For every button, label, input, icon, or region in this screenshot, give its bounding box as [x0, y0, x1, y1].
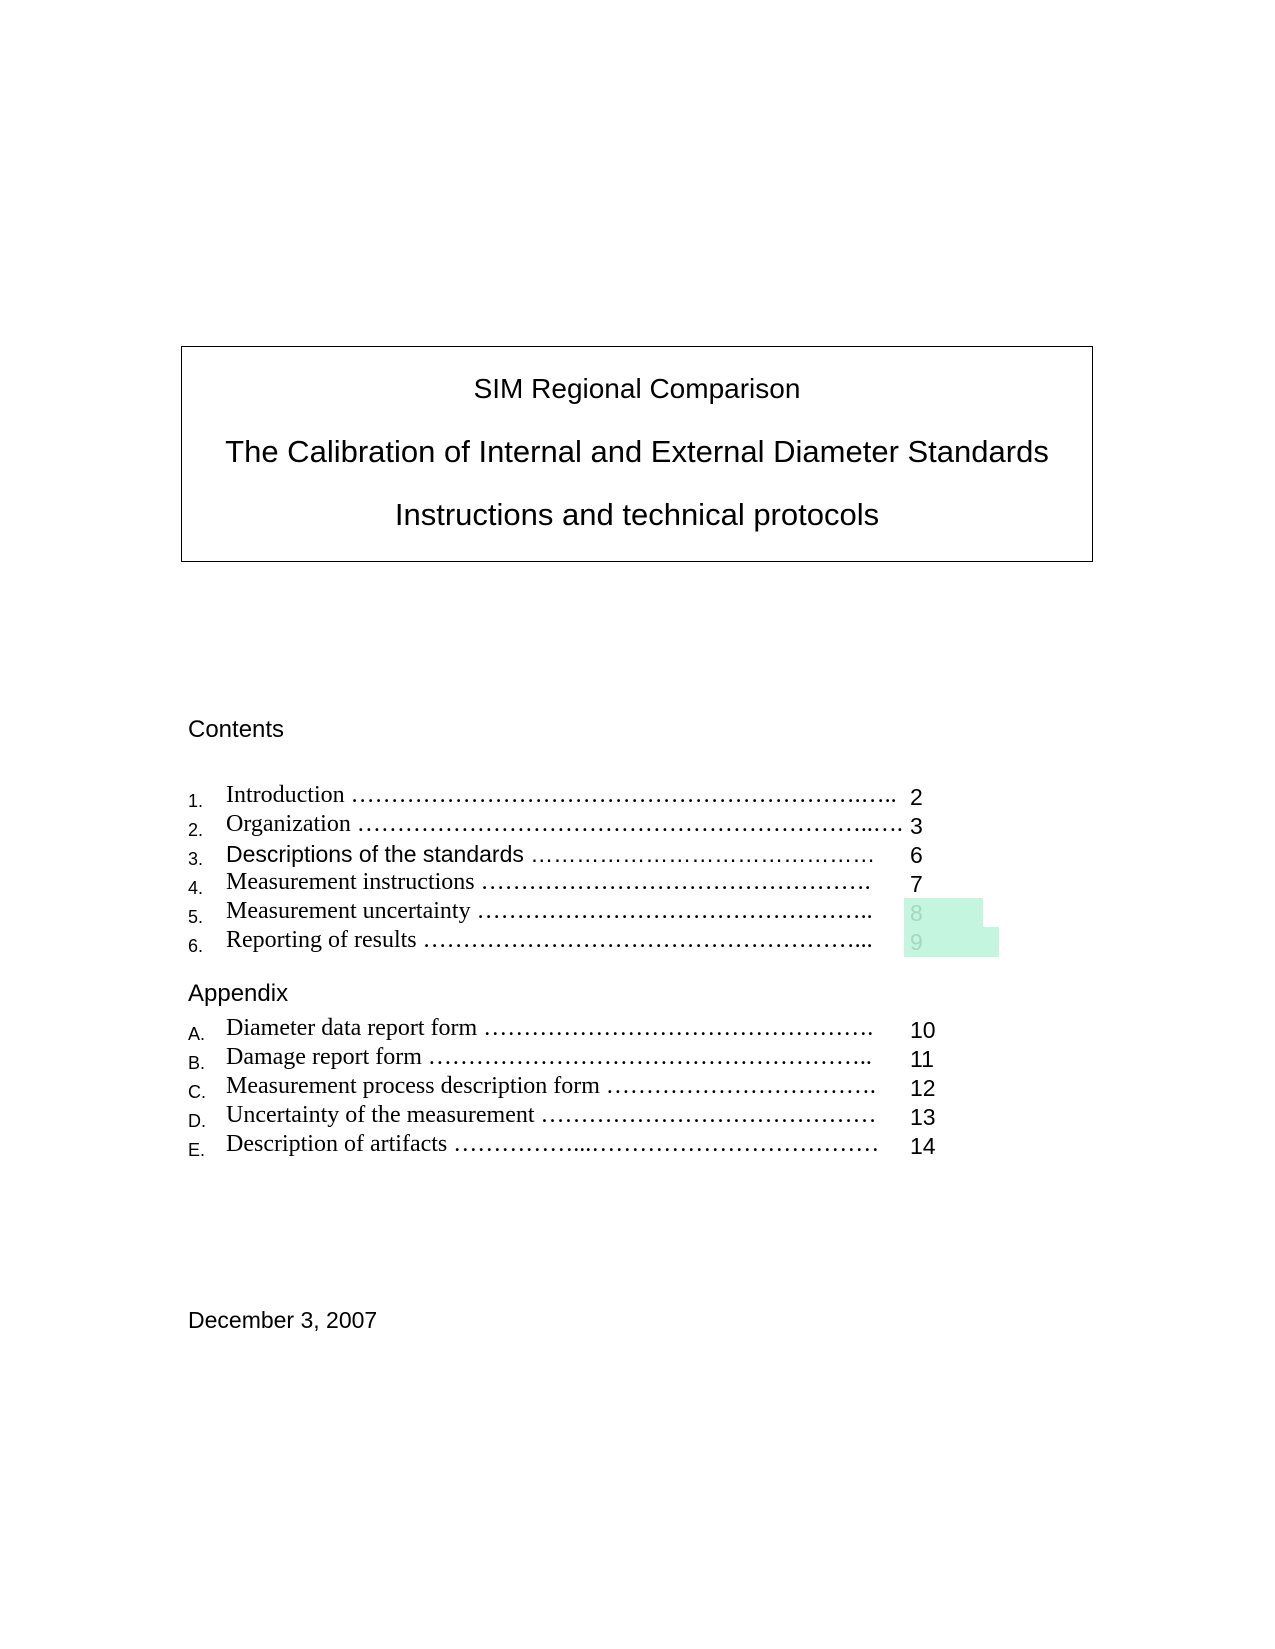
toc-item-descriptions[interactable] [188, 840, 1008, 869]
appendix-page-number: 14 [910, 1133, 936, 1159]
appendix-label: Uncertainty of the measurement …………………………………… [226, 1102, 877, 1128]
document-title: The Calibration of Internal and External Diameter Standards [225, 434, 1049, 469]
toc-page-number: 6 [910, 842, 923, 868]
toc-number: 1. [188, 791, 204, 811]
appendix-page-number: 13 [910, 1104, 936, 1130]
toc-item-measurement-instructions[interactable] [188, 869, 1008, 898]
appendix-page-number: 12 [910, 1075, 936, 1101]
toc-item-measurement-uncertainty[interactable] [188, 898, 1008, 927]
contents-heading: Contents [188, 716, 285, 743]
document-date: December 3, 2007 [188, 1307, 378, 1333]
appendix-label: Measurement process description form ……………………………. [226, 1073, 876, 1099]
toc-number: 2. [188, 820, 204, 840]
toc-page-number: 2 [910, 784, 923, 810]
appendix-item-d[interactable] [188, 1102, 1008, 1131]
appendix-item-a[interactable] [188, 1015, 1008, 1044]
appendix-label: Damage report form ……………………………………………….. [226, 1044, 872, 1070]
toc-label: Descriptions of the standards ……………………………………… [226, 841, 876, 867]
toc-label: Organization ………………………………………………………..…. [226, 811, 903, 837]
appendix-letter: C. [188, 1082, 206, 1102]
appendix-label: Description of artifacts ……………...……………………………… [226, 1131, 880, 1157]
toc-label: Reporting of results ………………………………………………... [226, 927, 873, 953]
toc-page-number [910, 900, 983, 927]
appendix-letter: A. [188, 1024, 206, 1044]
document-subtitle: Instructions and technical protocols [394, 497, 880, 532]
appendix-page-number: 10 [910, 1017, 936, 1043]
appendix-heading: Appendix [188, 980, 289, 1007]
toc-page-number: 3 [910, 813, 923, 839]
appendix-letter: B. [188, 1053, 206, 1073]
toc-number: 5. [188, 907, 204, 927]
appendix-letter: D. [188, 1111, 206, 1131]
toc-number: 4. [188, 878, 204, 898]
toc-label: Introduction ……………………………………………………….….. [226, 782, 897, 808]
toc-item-introduction[interactable] [188, 782, 1008, 811]
toc-page-number [910, 929, 999, 956]
toc-number: 3. [188, 849, 204, 869]
toc-label: Measurement instructions …………………………………………. [226, 869, 871, 895]
appendix-item-e[interactable] [188, 1131, 1008, 1160]
toc-item-reporting[interactable] [188, 927, 1008, 956]
highlighted-page-number: 9 [904, 927, 999, 957]
toc-label: Measurement uncertainty ………………………………………….. [226, 898, 873, 924]
appendix-item-c[interactable] [188, 1073, 1008, 1102]
appendix-label: Diameter data report form …………………………………………. [226, 1015, 874, 1041]
appendix-page-number: 11 [910, 1046, 934, 1072]
appendix-item-b[interactable] [188, 1044, 1008, 1073]
title-box [181, 346, 1093, 562]
toc-item-organization[interactable] [188, 811, 1008, 840]
toc-page-number: 7 [910, 871, 923, 897]
title-line-1: SIM Regional Comparison [473, 373, 801, 404]
highlighted-page-number: 8 [904, 898, 983, 928]
appendix-letter: E. [188, 1140, 206, 1160]
toc-number: 6. [188, 936, 204, 956]
